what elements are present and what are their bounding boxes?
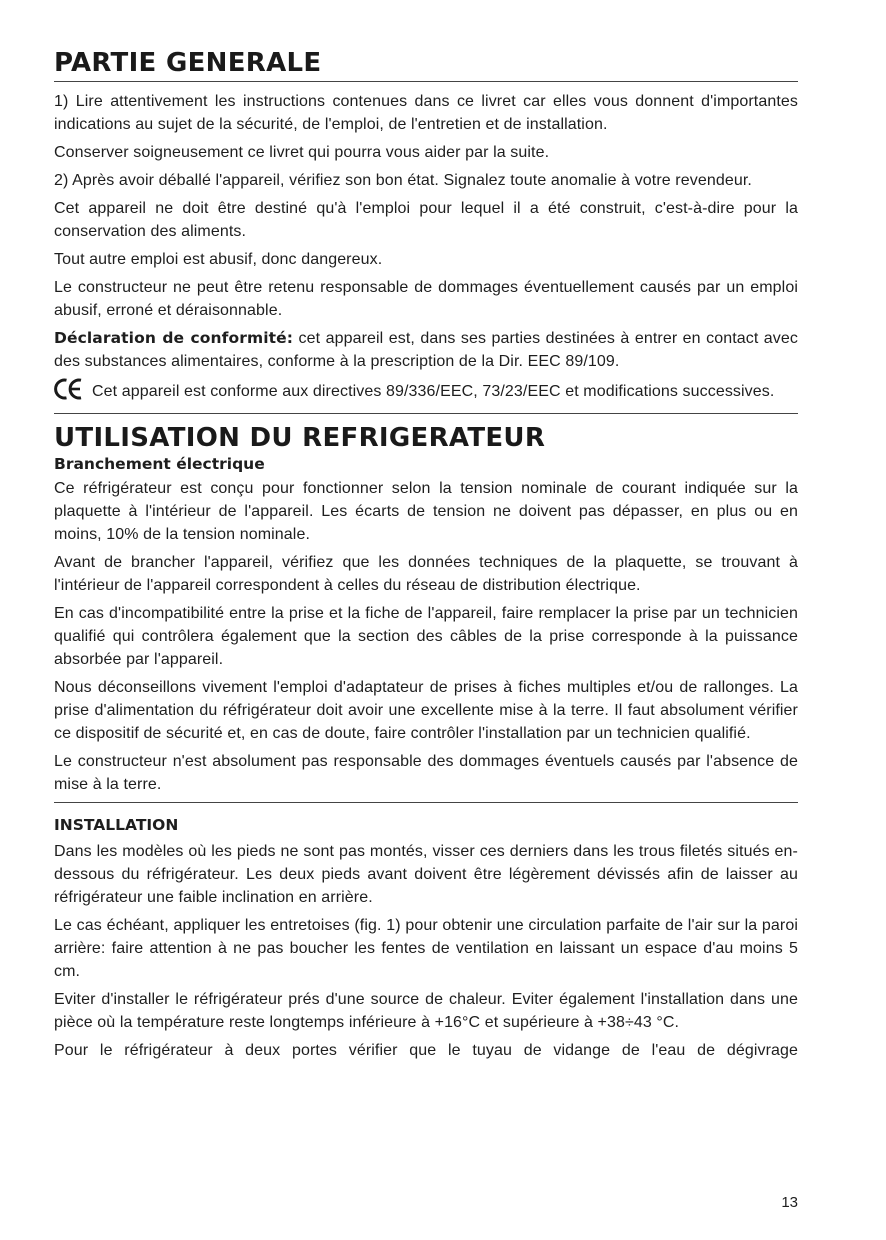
paragraph: 1) Lire attentivement les instructions contenues dans ce livret car elles vous donnent d'importantes indications au sujet de la sécurité, de l'emploi, de l'entretien et de installation. [54, 93, 798, 133]
paragraph: Dans les modèles où les pieds ne sont pas montés, visser ces derniers dans les trous filetés situés en-dessous du réfrigérateur. Les deux pieds avant doivent être légèrement dévissés afin de laisser au réfrigérateur une faible inclination en arrière. [54, 843, 798, 906]
paragraph: Nous déconseillons vivement l'emploi d'adaptateur de prises à fiches multiples et/ou de rallonges. La prise d'alimentation du réfrigérateur doit avoir une excellente mise à la terre. Il faut absolument vérifier ce dispositif de sécurité et, en cas de doute, faire contrôler l'installation par un technicien qualifié. [54, 679, 798, 742]
paragraph: Cet appareil ne doit être destiné qu'à l'emploi pour lequel il a été construit, c'est-à-dire pour la conservation des aliments. [54, 200, 798, 240]
paragraph: Le constructeur ne peut être retenu responsable de dommages éventuellement causés par un emploi abusif, erroné et déraisonnable. [54, 279, 798, 319]
subsection-title-branchement: Branchement électrique [54, 455, 265, 473]
paragraph: En cas d'incompatibilité entre la prise et la fiche de l'appareil, faire remplacer la prise par un technicien qualifié qui contrôlera également que la section des câbles de la prise corresponde à la puissance absorbée par l'appareil. [54, 605, 798, 668]
manual-page [54, 46, 798, 1067]
paragraph: Avant de brancher l'appareil, vérifiez que les données techniques de la plaquette, se trouvant à l'intérieur de l'appareil correspondent à celles du réseau de distribution électrique. [54, 554, 798, 594]
section-title-partie-generale: PARTIE GENERALE [54, 46, 798, 82]
divider [54, 413, 798, 414]
declaration-paragraph [54, 327, 798, 373]
declaration-text: cet appareil est, dans ses parties destinées à entrer en contact avec des substances alimentaires, conforme à la prescription de la Dir. EEC 89/109. [54, 330, 798, 370]
declaration-label: Déclaration de conformité: [54, 329, 294, 347]
paragraph: Le cas échéant, appliquer les entretoises (fig. 1) pour obtenir une circulation parfaite de l'air sur la paroi arrière: faire attention à ne pas boucher les fentes de ventilation en laissant un espace d'au moins 5 cm. [54, 917, 798, 980]
paragraph: Eviter d'installer le réfrigérateur prés d'une source de chaleur. Eviter également l'installation dans une pièce où la température reste longtemps inférieure à +16°C et supérieure à +38÷43 °C. [54, 991, 798, 1031]
section-title-utilisation: UTILISATION DU REFRIGERATEUR [54, 423, 546, 453]
paragraph: Le constructeur n'est absolument pas responsable des dommages éventuels causés par l'absence de mise à la terre. [54, 753, 798, 793]
paragraph: 2) Après avoir déballé l'appareil, vérifiez son bon état. Signalez toute anomalie à votre revendeur. [54, 172, 752, 189]
subsection-title-installation: INSTALLATION [54, 816, 179, 834]
paragraph: Conserver soigneusement ce livret qui pourra vous aider par la suite. [54, 144, 550, 161]
divider [54, 802, 798, 803]
paragraph: Tout autre emploi est abusif, donc dangereux. [54, 251, 383, 268]
page-number: 13 [781, 1194, 798, 1211]
paragraph: Ce réfrigérateur est conçu pour fonctionner selon la tension nominale de courant indiquée sur la plaquette à l'intérieur de l'appareil. Les écarts de tension ne doivent pas dépasser, en plus ou en moins, 10% de la tension nominale. [54, 480, 798, 543]
paragraph: Pour le réfrigérateur à deux portes vérifier que le tuyau de vidange de l'eau de dégivrage [54, 1042, 798, 1059]
ce-text: Cet appareil est conforme aux directives 89/336/EEC, 73/23/EEC et modifications successives. [92, 383, 775, 400]
ce-mark-icon [54, 378, 84, 407]
ce-paragraph [54, 378, 798, 407]
